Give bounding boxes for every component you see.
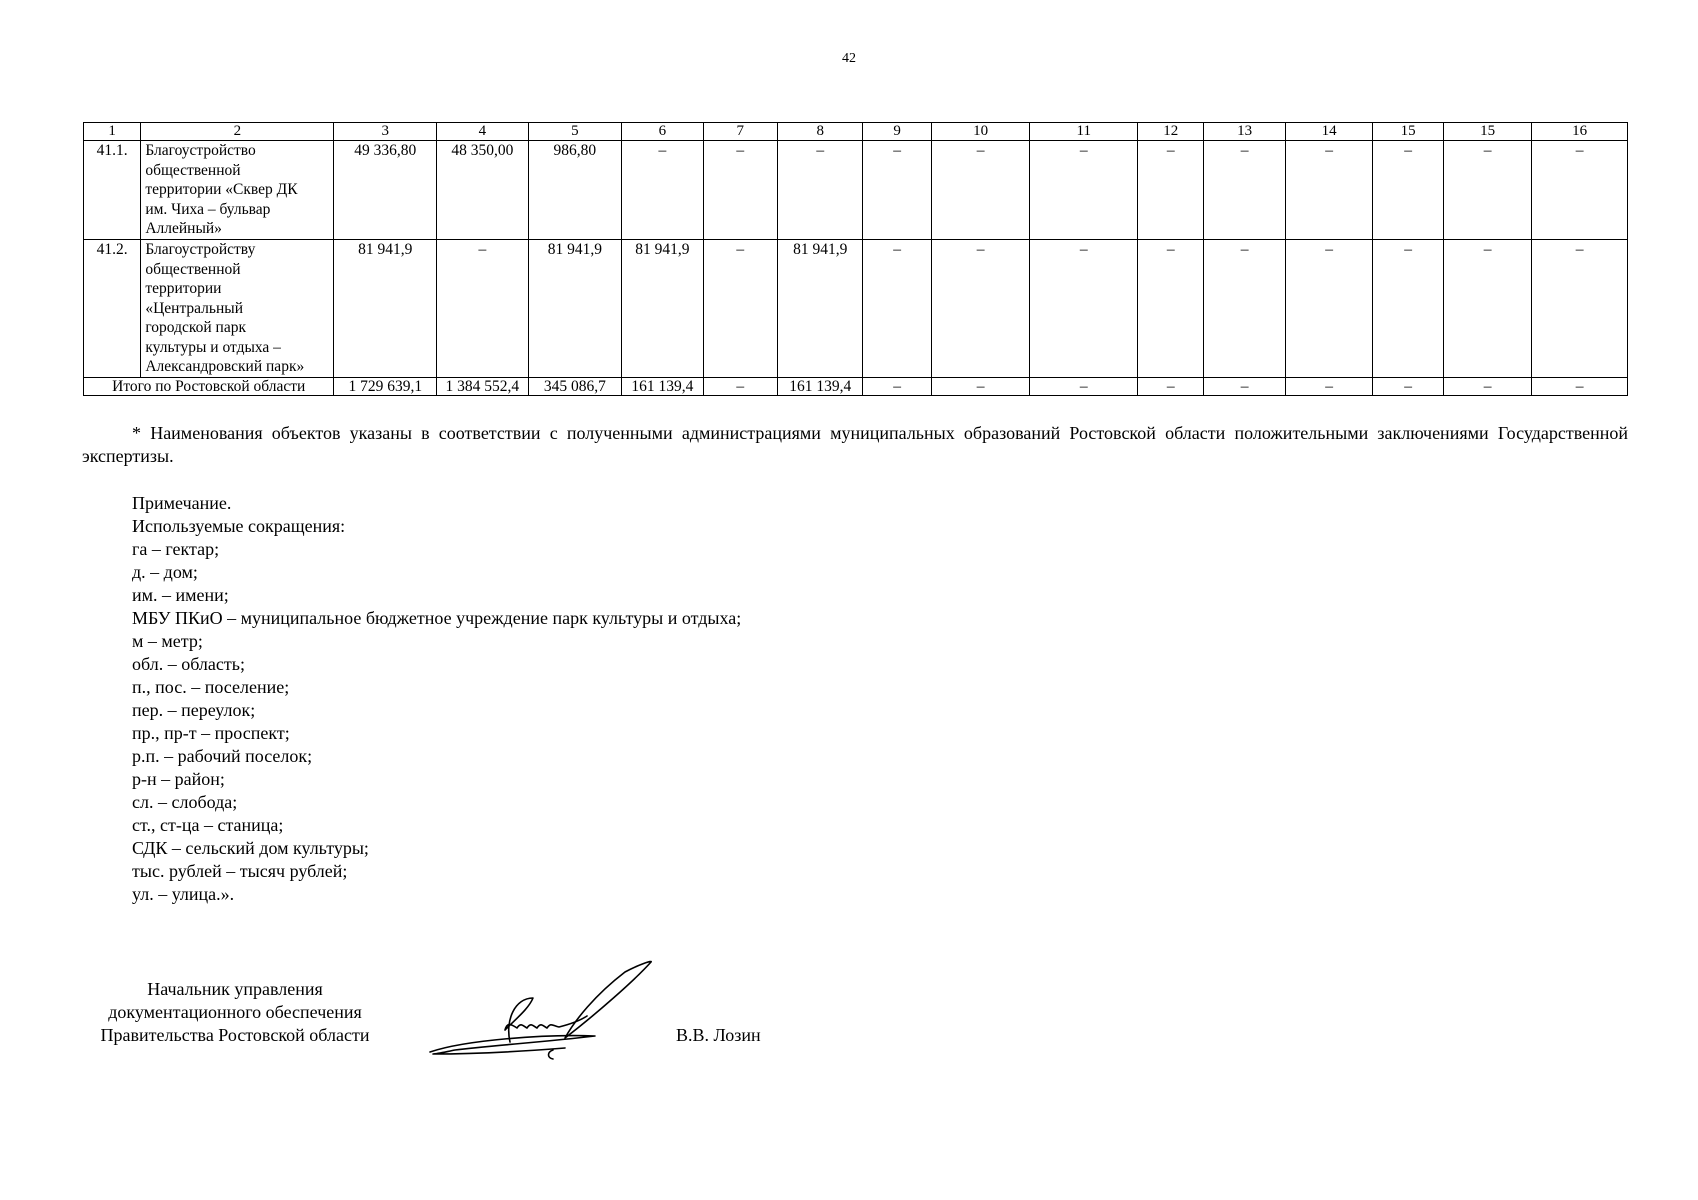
cell-value: – [1030,240,1138,378]
cell-value: 81 941,9 [778,240,863,378]
column-header: 10 [931,123,1030,141]
financing-table [83,122,1628,396]
cell-value: – [1030,141,1138,240]
notes-section [132,492,741,906]
column-header: 1 [84,123,141,141]
total-value: – [1532,378,1628,396]
cell-value: – [931,240,1030,378]
notes-title: Примечание. [132,493,232,513]
cell-value: – [863,240,931,378]
cell-value: – [863,141,931,240]
total-value: – [863,378,931,396]
abbreviation-item: м – метр; [132,631,203,651]
cell-value: – [931,141,1030,240]
total-value: 161 139,4 [778,378,863,396]
table-row [84,240,1628,378]
cell-value: 49 336,80 [334,141,437,240]
cell-value: – [1204,240,1285,378]
cell-value: – [1285,141,1373,240]
object-name: Благоустройству общественной территории «Центральный городской парк культуры и отдыха – Александровский парк» [141,240,334,378]
abbreviation-item: га – гектар; [132,539,220,559]
abbreviation-item: р.п. – рабочий поселок; [132,746,313,766]
cell-value: – [703,141,777,240]
signatory-title [80,978,390,1047]
row-number: 41.1. [84,141,141,240]
cell-value: 81 941,9 [528,240,622,378]
cell-value: – [1443,141,1532,240]
column-header: 2 [141,123,334,141]
total-row [84,378,1628,396]
abbreviation-item: пр., пр-т – проспект; [132,723,290,743]
footnote: * Наименования объектов указаны в соответствии с полученными администрациями муниципальных образований Ростовской области положительными заключениями Государственной экспертизы. [82,423,1628,466]
column-header: 3 [334,123,437,141]
cell-value: 81 941,9 [334,240,437,378]
column-header: 13 [1204,123,1285,141]
abbreviation-item: ул. – улица.». [132,884,235,904]
cell-value: – [437,240,529,378]
cell-value: – [1204,141,1285,240]
notes-subtitle: Используемые сокращения: [132,516,346,536]
total-value: – [703,378,777,396]
cell-value: – [778,141,863,240]
total-value: – [1138,378,1204,396]
abbreviation-item: п., пос. – поселение; [132,677,290,697]
cell-value: – [1532,240,1628,378]
cell-value: – [1532,141,1628,240]
signatory-title-line: документационного обеспечения [108,1002,362,1022]
signatory-name: В.В. Лозин [676,1025,761,1045]
total-value: 1 384 552,4 [437,378,529,396]
total-value: – [1030,378,1138,396]
column-header: 15 [1373,123,1443,141]
total-label: Итого по Ростовской области [84,378,334,396]
abbreviation-item: СДК – сельский дом культуры; [132,838,369,858]
column-header: 9 [863,123,931,141]
total-value: – [931,378,1030,396]
total-value: – [1443,378,1532,396]
column-header: 14 [1285,123,1373,141]
cell-value: 81 941,9 [622,240,703,378]
cell-value: – [1138,141,1204,240]
signatory-title-line: Начальник управления [147,979,323,999]
cell-value: – [1373,141,1443,240]
cell-value: – [1443,240,1532,378]
column-header: 4 [437,123,529,141]
handwritten-signature [425,960,665,1060]
abbreviation-item: им. – имени; [132,585,229,605]
cell-value: – [622,141,703,240]
abbreviation-item: д. – дом; [132,562,198,582]
total-value: – [1204,378,1285,396]
total-value: – [1285,378,1373,396]
abbreviation-item: МБУ ПКиО – муниципальное бюджетное учреждение парк культуры и отдыха; [132,608,742,628]
column-header: 6 [622,123,703,141]
cell-value: – [1373,240,1443,378]
column-header: 5 [528,123,622,141]
cell-value: – [703,240,777,378]
cell-value: 48 350,00 [437,141,529,240]
total-value: – [1373,378,1443,396]
row-number: 41.2. [84,240,141,378]
total-value: 1 729 639,1 [334,378,437,396]
abbreviation-item: обл. – область; [132,654,245,674]
abbreviation-item: сл. – слобода; [132,792,238,812]
column-header: 15 [1443,123,1532,141]
cell-value: – [1285,240,1373,378]
table-row [84,141,1628,240]
abbreviation-item: р-н – район; [132,769,225,789]
column-header: 16 [1532,123,1628,141]
cell-value: – [1138,240,1204,378]
signatory-title-line: Правительства Ростовской области [100,1025,370,1045]
column-header: 8 [778,123,863,141]
abbreviation-item: пер. – переулок; [132,700,256,720]
column-header: 12 [1138,123,1204,141]
column-header: 7 [703,123,777,141]
total-value: 161 139,4 [622,378,703,396]
abbreviation-item: ст., ст-ца – станица; [132,815,284,835]
abbreviation-item: тыс. рублей – тысяч рублей; [132,861,348,881]
column-header: 11 [1030,123,1138,141]
page-number: 42 [842,51,856,66]
cell-value: 986,80 [528,141,622,240]
table-header-row [84,123,1628,141]
total-value: 345 086,7 [528,378,622,396]
object-name: Благоустройство общественной территории «Сквер ДК им. Чиха – бульвар Аллейный» [141,141,334,240]
